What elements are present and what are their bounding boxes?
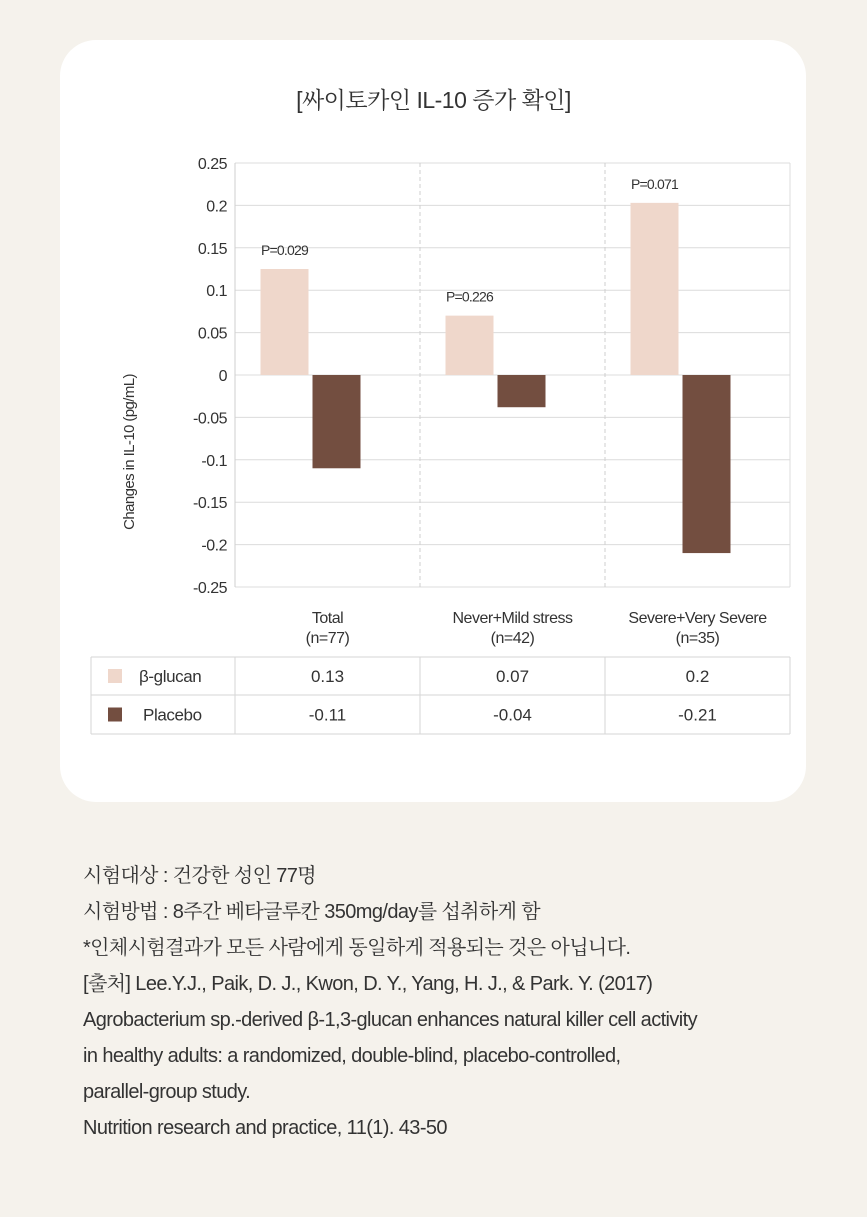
category-n-label: (n=42) [490,630,535,647]
y-tick-label: -0.15 [193,495,227,513]
chart-title: [싸이토카인 IL-10 증가 확인] [296,87,571,113]
y-tick-label: 0.05 [197,325,227,343]
legend-swatch-placebo [108,708,122,722]
study-notes [83,858,823,1146]
bar-beta-glucan [446,316,494,375]
table-value: 0.2 [685,667,710,686]
y-tick-label: 0.25 [197,156,227,173]
legend-swatch-beta-glucan [108,669,122,683]
category-label: Total [311,610,344,627]
note-citation-line-1: Agrobacterium sp.-derived β-1,3-glucan enhances natural killer cell activity [83,1009,697,1031]
p-value-label: P=0.071 [631,175,678,192]
note-journal: Nutrition research and practice, 11(1). 43-50 [83,1117,447,1139]
y-tick-label: -0.25 [193,580,227,597]
table-value: -0.21 [678,705,717,725]
y-tick-label: -0.2 [201,537,227,555]
y-tick-label: 0.2 [206,198,227,216]
bar-placebo [683,375,731,553]
note-method: 시험방법 : 8주간 베타글루칸 350mg/day를 섭취하게 함 [83,901,541,923]
y-tick-label: 0.15 [197,240,227,258]
bar-placebo [498,375,546,407]
p-value-label: P=0.226 [446,288,493,305]
note-disclaimer: *인체시험결과가 모든 사람에게 동일하게 적용되는 것은 아닙니다. [83,937,631,959]
y-tick-label: -0.05 [193,410,227,428]
bar-placebo [313,375,361,468]
note-subject: 시험대상 : 건강한 성인 77명 [83,865,317,887]
legend-label: β-glucan [139,667,202,686]
category-n-label: (n=35) [675,630,720,647]
bar-beta-glucan [261,269,309,375]
y-tick-label: 0.1 [206,283,227,301]
y-axis-label: Changes in IL-10 (pg/mL) [121,374,138,530]
category-label: Severe+Very Severe [628,610,767,627]
note-citation-line-2: in healthy adults: a randomized, double-blind, placebo-controlled, [83,1045,621,1067]
category-label: Never+Mild stress [452,610,573,627]
y-tick-label: 0 [218,368,227,385]
note-source: [출처] Lee.Y.J., Paik, D. J., Kwon, D. Y., Yang, H. J., & Park. Y. (2017) [83,973,653,995]
p-value-label: P=0.029 [261,242,308,258]
bar-beta-glucan [631,203,679,375]
category-n-label: (n=77) [305,630,350,647]
table-value: -0.04 [493,705,532,725]
table-value: 0.13 [310,667,345,686]
table-value: 0.07 [495,667,530,686]
y-tick-label: -0.1 [201,452,227,470]
table-value: -0.11 [308,705,347,725]
note-citation-line-3: parallel-group study. [83,1081,251,1103]
legend-label: Placebo [143,705,202,725]
